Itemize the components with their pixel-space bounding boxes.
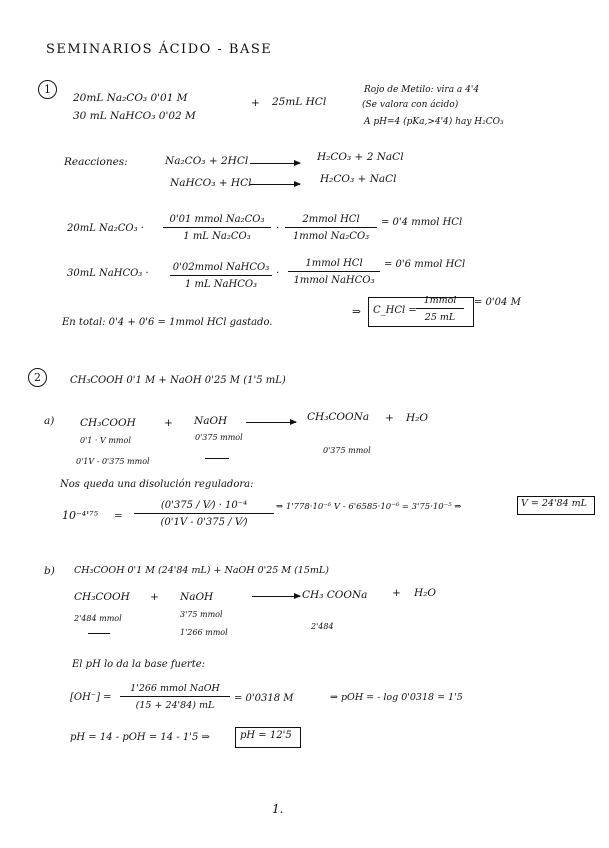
ra-start-1: 0'1 · V mmol [80,436,131,445]
calc-1-fraction-1: 0'01 mmol Na₂CO₃ 1 mL Na₂CO₃ [163,214,271,242]
box-ph-text: pH = 12'5 [240,730,292,741]
ra-end-1: 0'1V - 0'375 mmol [76,457,150,466]
rb-reactant-1: CH₃COOH [74,591,130,603]
buffer-text: Nos queda una disolución reguladora: [60,479,254,490]
problem-1-number: 1 [38,80,57,99]
implies-arrow: ⇒ [352,306,361,318]
rb-start-1: 2'484 mmol [74,614,122,623]
box-hcl-fraction: 1mmol 25 mL [416,295,464,323]
rb-reactant-2: NaOH [180,591,214,603]
reaction-1-left: Na₂CO₃ + 2HCl [165,155,249,167]
ra-product-1: CH₃COONa [307,411,370,423]
rb-plus: + [150,591,159,603]
problem-2-number: 2 [28,368,47,387]
rb-product-1: CH₃ COONa [302,589,368,601]
ra-plus: + [164,417,173,429]
reaction-1-right: H₂CO₃ + 2 NaCl [317,151,404,163]
box-hcl-lhs: C_HCl = [373,305,417,316]
ra-plus-2: + [385,412,394,424]
sol-1: 20mL Na₂CO₃ 0'01 M [73,92,188,104]
oh-fraction: 1'266 mmol NaOH (15 + 24'84) mL [120,683,230,711]
reactions-label: Reacciones: [64,156,128,168]
ph-statement: El pH lo da la base fuerte: [72,659,205,670]
calc-1-result: = 0'4 mmol HCl [381,217,463,228]
page-title: SEMINARIOS ÁCIDO - BASE [46,42,273,57]
dot: · [276,222,280,234]
sol-2: 30 mL NaHCO₃ 0'02 M [73,110,196,122]
ph-line: pH = 14 - pOH = 14 - 1'5 ⇒ [70,732,210,743]
depleted-dash [88,633,110,634]
eq-fraction: $\frac{\text{(0'375 / V⁄) · 10⁻⁴}}{(0'1V - 0'375 / V⁄)}$ [134,500,274,528]
rb-start-2: 3'75 mmol [180,610,223,619]
reaction-2-left: NaHCO₃ + HCl [170,177,252,189]
ra-reactant-2: NaOH [194,415,228,427]
ra-product-2: H₂O [406,412,428,424]
ra-end-3: 0'375 mmol [323,446,371,455]
depleted-dash [205,458,229,459]
part-a-label: a) [44,415,55,427]
rb-end-2: 1'266 mmol [180,628,228,637]
arrow-icon [250,163,300,164]
oh-lhs: [OH⁻] = [70,692,112,703]
ra-reactant-1: CH₃COOH [80,417,136,429]
calc-2-fraction-1: 0'02mmol NaHCO₃ 1 mL NaHCO₃ [170,262,272,290]
page-number: 1. [272,802,284,816]
note-titration: (Se valora con ácido) [362,100,459,110]
part-b-header: CH₃COOH 0'1 M (24'84 mL) + NaOH 0'25 M (15mL) [74,565,329,576]
hcl-volume: 25mL HCl [272,96,327,108]
problem-2-header: CH₃COOH 0'1 M + NaOH 0'25 M (1'5 mL) [70,375,286,386]
poh-line: ⇒ pOH = - log 0'0318 = 1'5 [330,692,463,703]
rb-plus-2: + [392,587,401,599]
rb-product-2: H₂O [414,587,436,599]
part-b-label: b) [44,565,55,577]
plus: + [251,97,260,109]
arrow-icon [252,596,300,597]
oh-result: = 0'0318 M [234,693,294,704]
rb-end-3: 2'484 [311,622,334,631]
calc-2-prefix: 30mL NaHCO₃ · [67,268,149,279]
calc-2-fraction-2: 1mmol HCl 1mmol NaHCO₃ [288,258,380,286]
total-line: En total: 0'4 + 0'6 = 1mmol HCl gastado. [62,317,273,328]
calc-1-prefix: 20mL Na₂CO₃ · [67,223,144,234]
reaction-2-right: H₂CO₃ + NaCl [320,173,397,185]
eq-rhs: ⇒ 1'778·10⁻⁶ V - 6'6585·10⁻⁶ = 3'75·10⁻⁵ ⇒ [276,502,462,512]
ra-start-2: 0'375 mmol [195,433,243,442]
box-hcl-result: = 0'04 M [474,297,521,308]
arrow-icon [246,422,296,423]
eq-equals: = [114,510,123,522]
note-indicator: Rojo de Metilo: vira a 4'4 [364,85,480,95]
calc-2-result: = 0'6 mmol HCl [384,259,466,270]
calc-1-fraction-2: 2mmol HCl 1mmol Na₂CO₃ [285,214,377,242]
box-volume-text: V = 24'84 mL [521,498,587,509]
eq-lhs: 10⁻⁴'⁷⁵ [62,509,99,522]
note-ph: A pH=4 (pKa,>4'4) hay H₂CO₃ [364,117,504,127]
dot: · [276,267,280,279]
arrow-icon [250,184,300,185]
